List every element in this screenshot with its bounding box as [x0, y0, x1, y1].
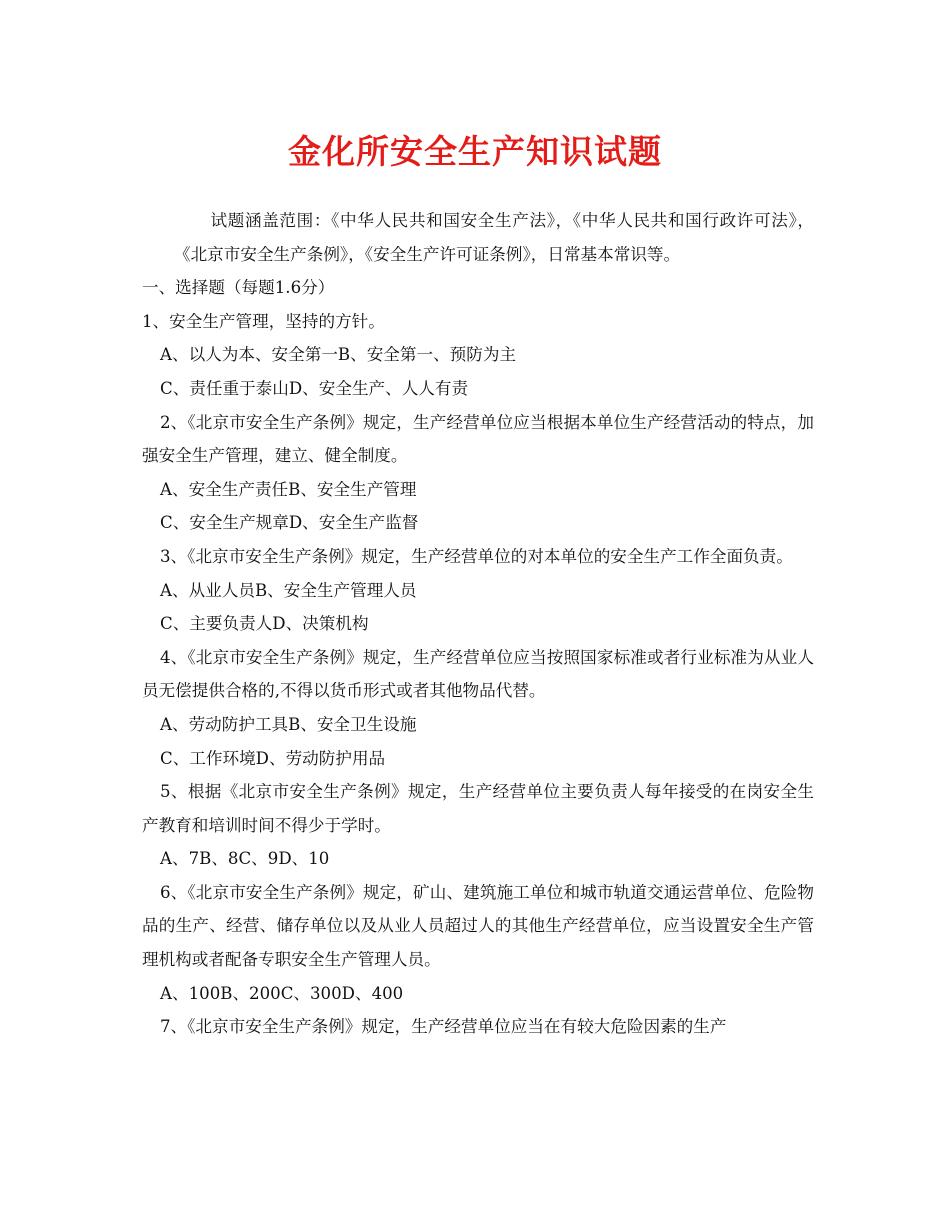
question-3: 3、《北京市安全生产条例》规定，生产经营单位的对本单位的安全生产工作全面负责。 — [160, 546, 793, 566]
question-1: 1、安全生产管理，坚持的方针。 — [142, 311, 385, 331]
question-6-options: A、100B、200C、300D、400 — [160, 983, 404, 1003]
question-3-options-cd: C、主要负责人D、决策机构 — [160, 614, 369, 634]
question-1-options-cd: C、责任重于泰山D、安全生产、人人有责 — [160, 378, 469, 398]
question-5: 5、根据《北京市安全生产条例》规定，生产经营单位主要负责人每年接受的在岗安全生产教育和培训时间不得少于学时。 — [142, 782, 814, 835]
document-body — [142, 204, 814, 1044]
intro-paragraph: 试题涵盖范围：《中华人民共和国安全生产法》，《中华人民共和国行政许可法》，《北京市安全生产条例》，《安全生产许可证条例》，日常基本常识等。 — [174, 211, 814, 264]
question-6: 6、《北京市安全生产条例》规定，矿山、建筑施工单位和城市轨道交通运营单位、危险物品的生产、经营、储存单位以及从业人员超过人的其他生产经营单位，应当设置安全生产管理机构或者配备专职安全生产管理人员。 — [142, 882, 814, 970]
question-4-options-ab: A、劳动防护工具B、安全卫生设施 — [160, 714, 417, 734]
question-2: 2、《北京市安全生产条例》规定，生产经营单位应当根据本单位生产经营活动的特点，加强安全生产管理，建立、健全制度。 — [142, 412, 814, 466]
question-2-options-ab: A、安全生产责任B、安全生产管理 — [160, 479, 417, 499]
question-1-options-ab: A、以人为本、安全第一B、安全第一、预防为主 — [160, 345, 517, 365]
question-4: 4、《北京市安全生产条例》规定，生产经营单位应当按照国家标准或者行业标准为从业人员无偿提供合格的,不得以货币形式或者其他物品代替。 — [142, 647, 814, 701]
question-3-options-ab: A、从业人员B、安全生产管理人员 — [160, 580, 417, 600]
document-title: 金化所安全生产知识试题 — [288, 132, 662, 171]
section-heading: 一、选择题（每题1.6分） — [142, 278, 335, 298]
question-2-options-cd: C、安全生产规章D、安全生产监督 — [160, 513, 419, 533]
question-7: 7、《北京市安全生产条例》规定，生产经营单位应当在有较大危险因素的生产 — [160, 1017, 727, 1037]
question-4-options-cd: C、工作环境D、劳动防护用品 — [160, 748, 386, 768]
question-5-options: A、7B、8C、9D、10 — [160, 849, 330, 869]
